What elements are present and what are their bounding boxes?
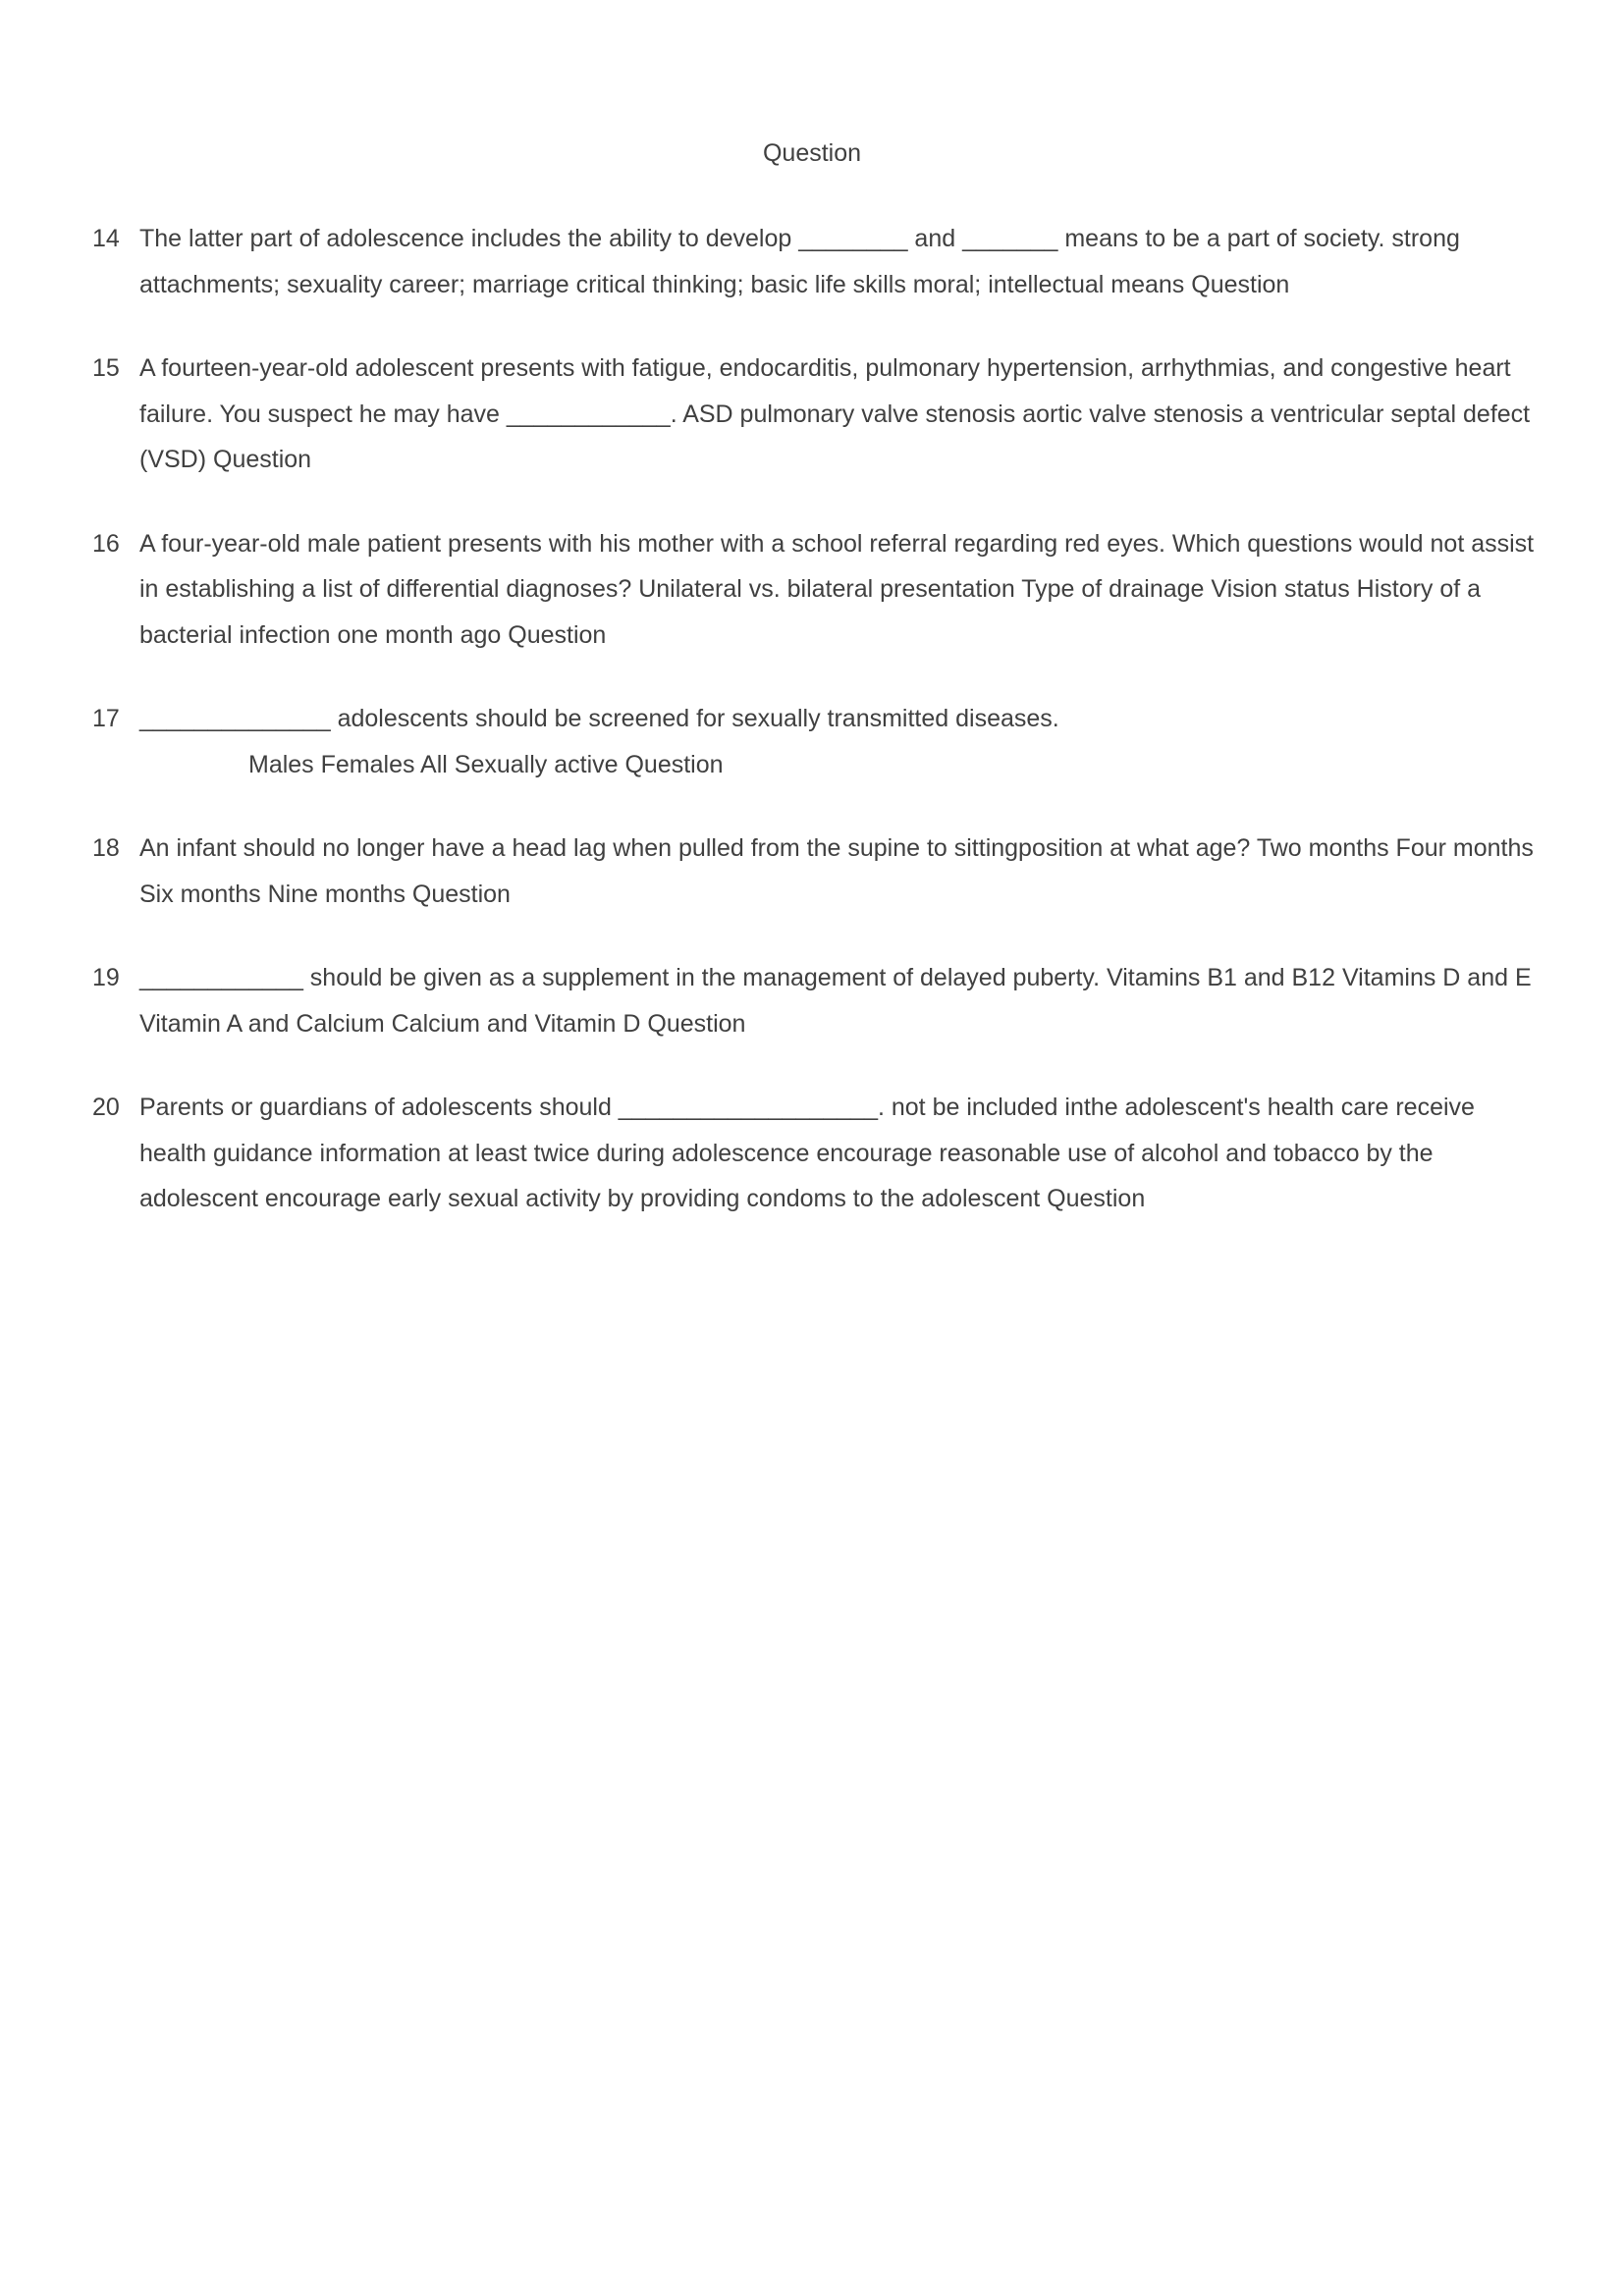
question-15	[92, 346, 1536, 483]
question-16	[92, 521, 1536, 659]
question-number: 16	[92, 529, 120, 558]
question-14	[92, 216, 1536, 307]
question-number: 17	[92, 705, 120, 732]
question-number: 19	[92, 964, 120, 991]
question-19	[92, 955, 1536, 1046]
question-17	[92, 696, 1536, 787]
question-number: 18	[92, 834, 120, 862]
question-20	[92, 1085, 1536, 1222]
question-list	[92, 216, 1536, 1260]
question-18	[92, 826, 1536, 917]
question-text: A fourteen-year-old adolescent presents with fatigue, endocarditis, pulmonary hypertension, arrhythmias, and congestive heart failure. You suspect he may have ____________. ASD pulmonary valve stenosis aortic valve stenosis a ventricular septal defect (VSD) Question	[139, 354, 1531, 473]
question-text: Parents or guardians of adolescents should ___________________. not be included inthe adolescent's health care receive health guidance information at least twice during adolescence encourage reasonable use of alcohol and tobacco by the adolescent encourage early sexual activity by providing condoms to the adolescent Question	[139, 1094, 1475, 1212]
question-number: 20	[92, 1094, 120, 1121]
question-text: ______________ adolescents should be screened for sexually transmitted diseases.	[139, 705, 1059, 732]
question-text: ____________ should be given as a supplement in the management of delayed puberty. Vitamins B1 and B12 Vitamins D and E Vitamin A and Calcium Calcium and Vitamin D Question	[139, 964, 1532, 1038]
question-text: An infant should no longer have a head lag when pulled from the supine to sittingposition at what age? Two months Four months Six months Nine months Question	[139, 834, 1534, 908]
question-options: Males Females All Sexually active Question	[248, 750, 724, 778]
page-heading: Question	[762, 139, 862, 167]
question-number: 15	[92, 354, 120, 382]
question-number: 14	[92, 225, 120, 252]
question-text: A four-year-old male patient presents with his mother with a school referral regarding red eyes. Which questions would not assist in establishing a list of differential diagnoses? Unilateral vs. bilateral presentation Type of drainage Vision status History of a bacterial infection one month ago Question	[139, 529, 1535, 649]
question-text: The latter part of adolescence includes the ability to develop ________ and _______ means to be a part of society. strong attachments; sexuality career; marriage critical thinking; basic life skills moral; intellectual means Question	[139, 225, 1460, 298]
